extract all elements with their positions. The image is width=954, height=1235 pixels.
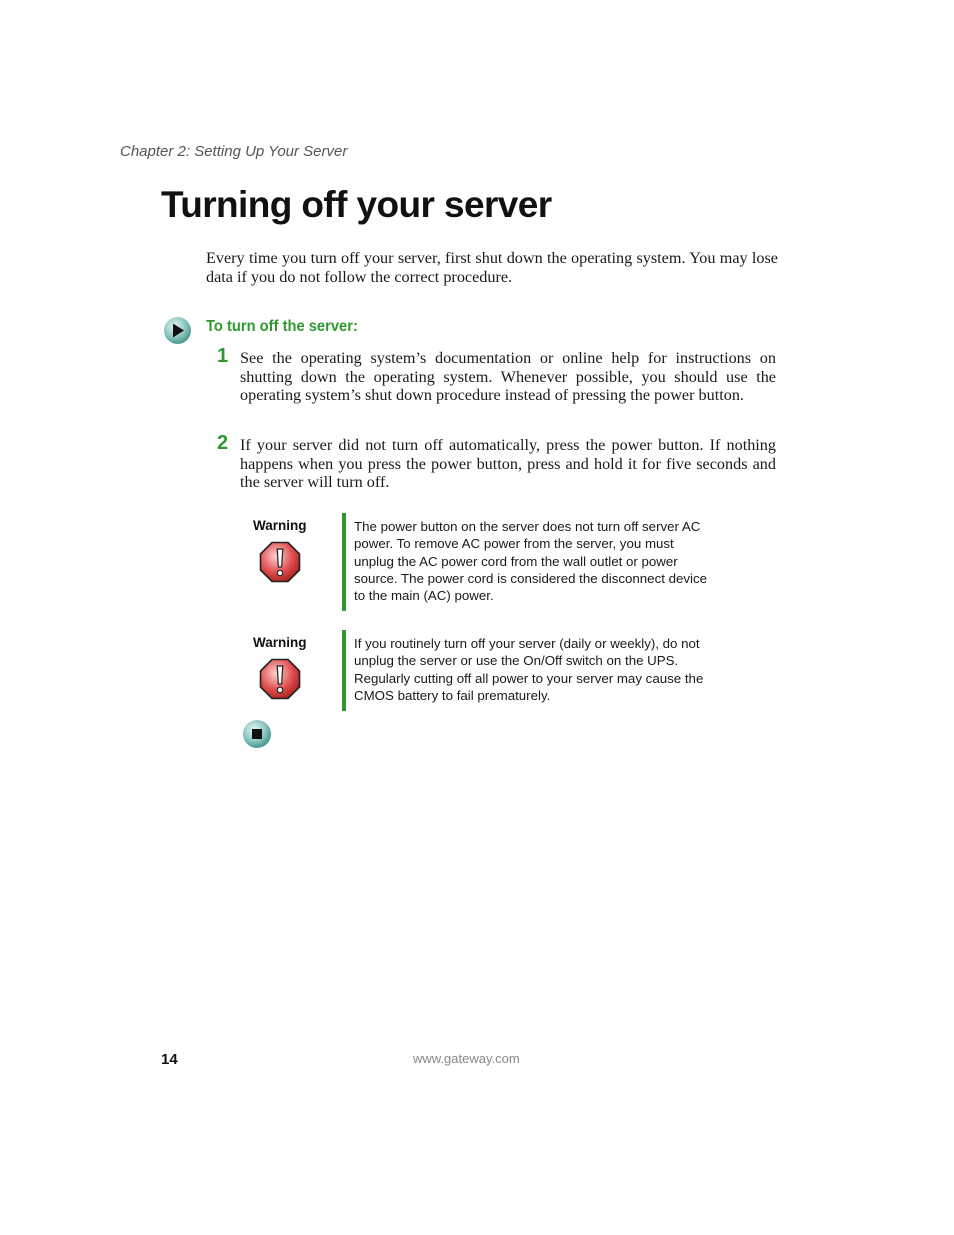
warning-text: If you routinely turn off your server (daily or weekly), do not unplug the server or use the On/Off switch on the UPS. Regularly cutting off all power to your server may cause the CMOS battery to fail prematurely. xyxy=(354,636,704,703)
warning-text: The power button on the server does not turn off server AC power. To remove AC power from the server, you must unplug the AC power cord from the wall outlet or power source. The power cord is considered the disconnect device to the main (AC) power. xyxy=(354,519,708,604)
running-head: Chapter 2: Setting Up Your Server xyxy=(120,143,348,160)
footer-url: www.gateway.com xyxy=(413,1051,520,1066)
intro-paragraph: Every time you turn off your server, first shut down the operating system. You may lose data if you do not follow the correct procedure. xyxy=(206,249,778,286)
stop-square-icon xyxy=(242,719,272,749)
warning-accent-bar xyxy=(342,513,346,611)
warning-label: Warning xyxy=(253,518,307,533)
warning-octagon-icon xyxy=(259,541,301,583)
step-number: 2 xyxy=(217,432,229,454)
warning-octagon-icon xyxy=(259,658,301,700)
play-arrow-icon xyxy=(163,316,192,345)
step-text: See the operating system’s documentation or online help for instructions on shutting down the operating system. Whenever possible, you should use the operating system’s shut down procedure instead of pressing the power button. xyxy=(240,349,776,405)
procedure-heading: To turn off the server: xyxy=(206,318,358,335)
page-title: Turning off your server xyxy=(161,184,552,225)
warning-accent-bar xyxy=(342,630,346,711)
warning-label: Warning xyxy=(253,635,307,650)
page-number: 14 xyxy=(161,1051,178,1068)
step-text: If your server did not turn off automatically, press the power button. If nothing happens when you press the power button, press and hold it for five seconds and the server will turn off. xyxy=(240,436,776,492)
step-number: 1 xyxy=(217,345,229,367)
